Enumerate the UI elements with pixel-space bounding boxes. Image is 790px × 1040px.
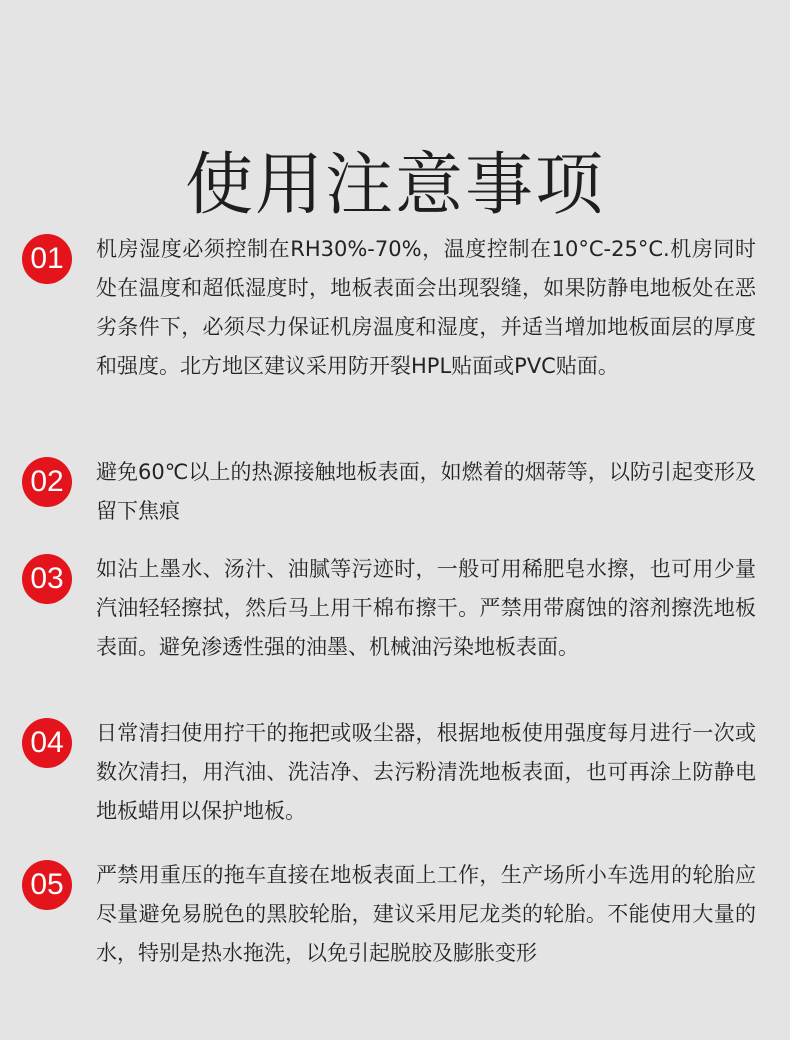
note-text: 严禁用重压的拖车直接在地板表面上工作，生产场所小车选用的轮胎应尽量避免易脱色的黑胶轮胎，建议采用尼龙类的轮胎。不能使用大量的水，特别是热水拖洗，以免引起脱胶及膨胀变形 — [96, 863, 756, 965]
note-text: 日常清扫使用拧干的拖把或吸尘器，根据地板使用强度每月进行一次或数次清扫，用汽油、洗洁净、去污粉清洗地板表面，也可再涂上防静电地板蜡用以保护地板。 — [96, 721, 756, 823]
page-title: 使用注意事项 — [184, 145, 605, 225]
note-text: 机房湿度必须控制在RH30%-70%，温度控制在10°C-25°C.机房同时处在温度和超低湿度时，地板表面会出现裂缝，如果防静电地板处在恶劣条件下，必须尽力保证机房温度和湿度，并适当增加地板面层的厚度和强度。北方地区建议采用防开裂HPL贴面或PVC贴面。 — [96, 237, 756, 378]
note-text: 避免60℃以上的热源接触地板表面，如燃着的烟蒂等，以防引起变形及留下焦痕 — [96, 460, 756, 523]
note-number-badge: 05 — [22, 860, 72, 910]
note-number-badge: 02 — [22, 457, 72, 507]
note-number-badge: 01 — [22, 234, 72, 284]
note-number-badge: 03 — [22, 554, 72, 604]
note-number-badge: 04 — [22, 718, 72, 768]
note-text: 如沾上墨水、汤汁、油腻等污迹时，一般可用稀肥皂水擦，也可用少量汽油轻轻擦拭，然后马上用干棉布擦干。严禁用带腐蚀的溶剂擦洗地板表面。避免渗透性强的油墨、机械油污染地板表面。 — [96, 557, 756, 659]
